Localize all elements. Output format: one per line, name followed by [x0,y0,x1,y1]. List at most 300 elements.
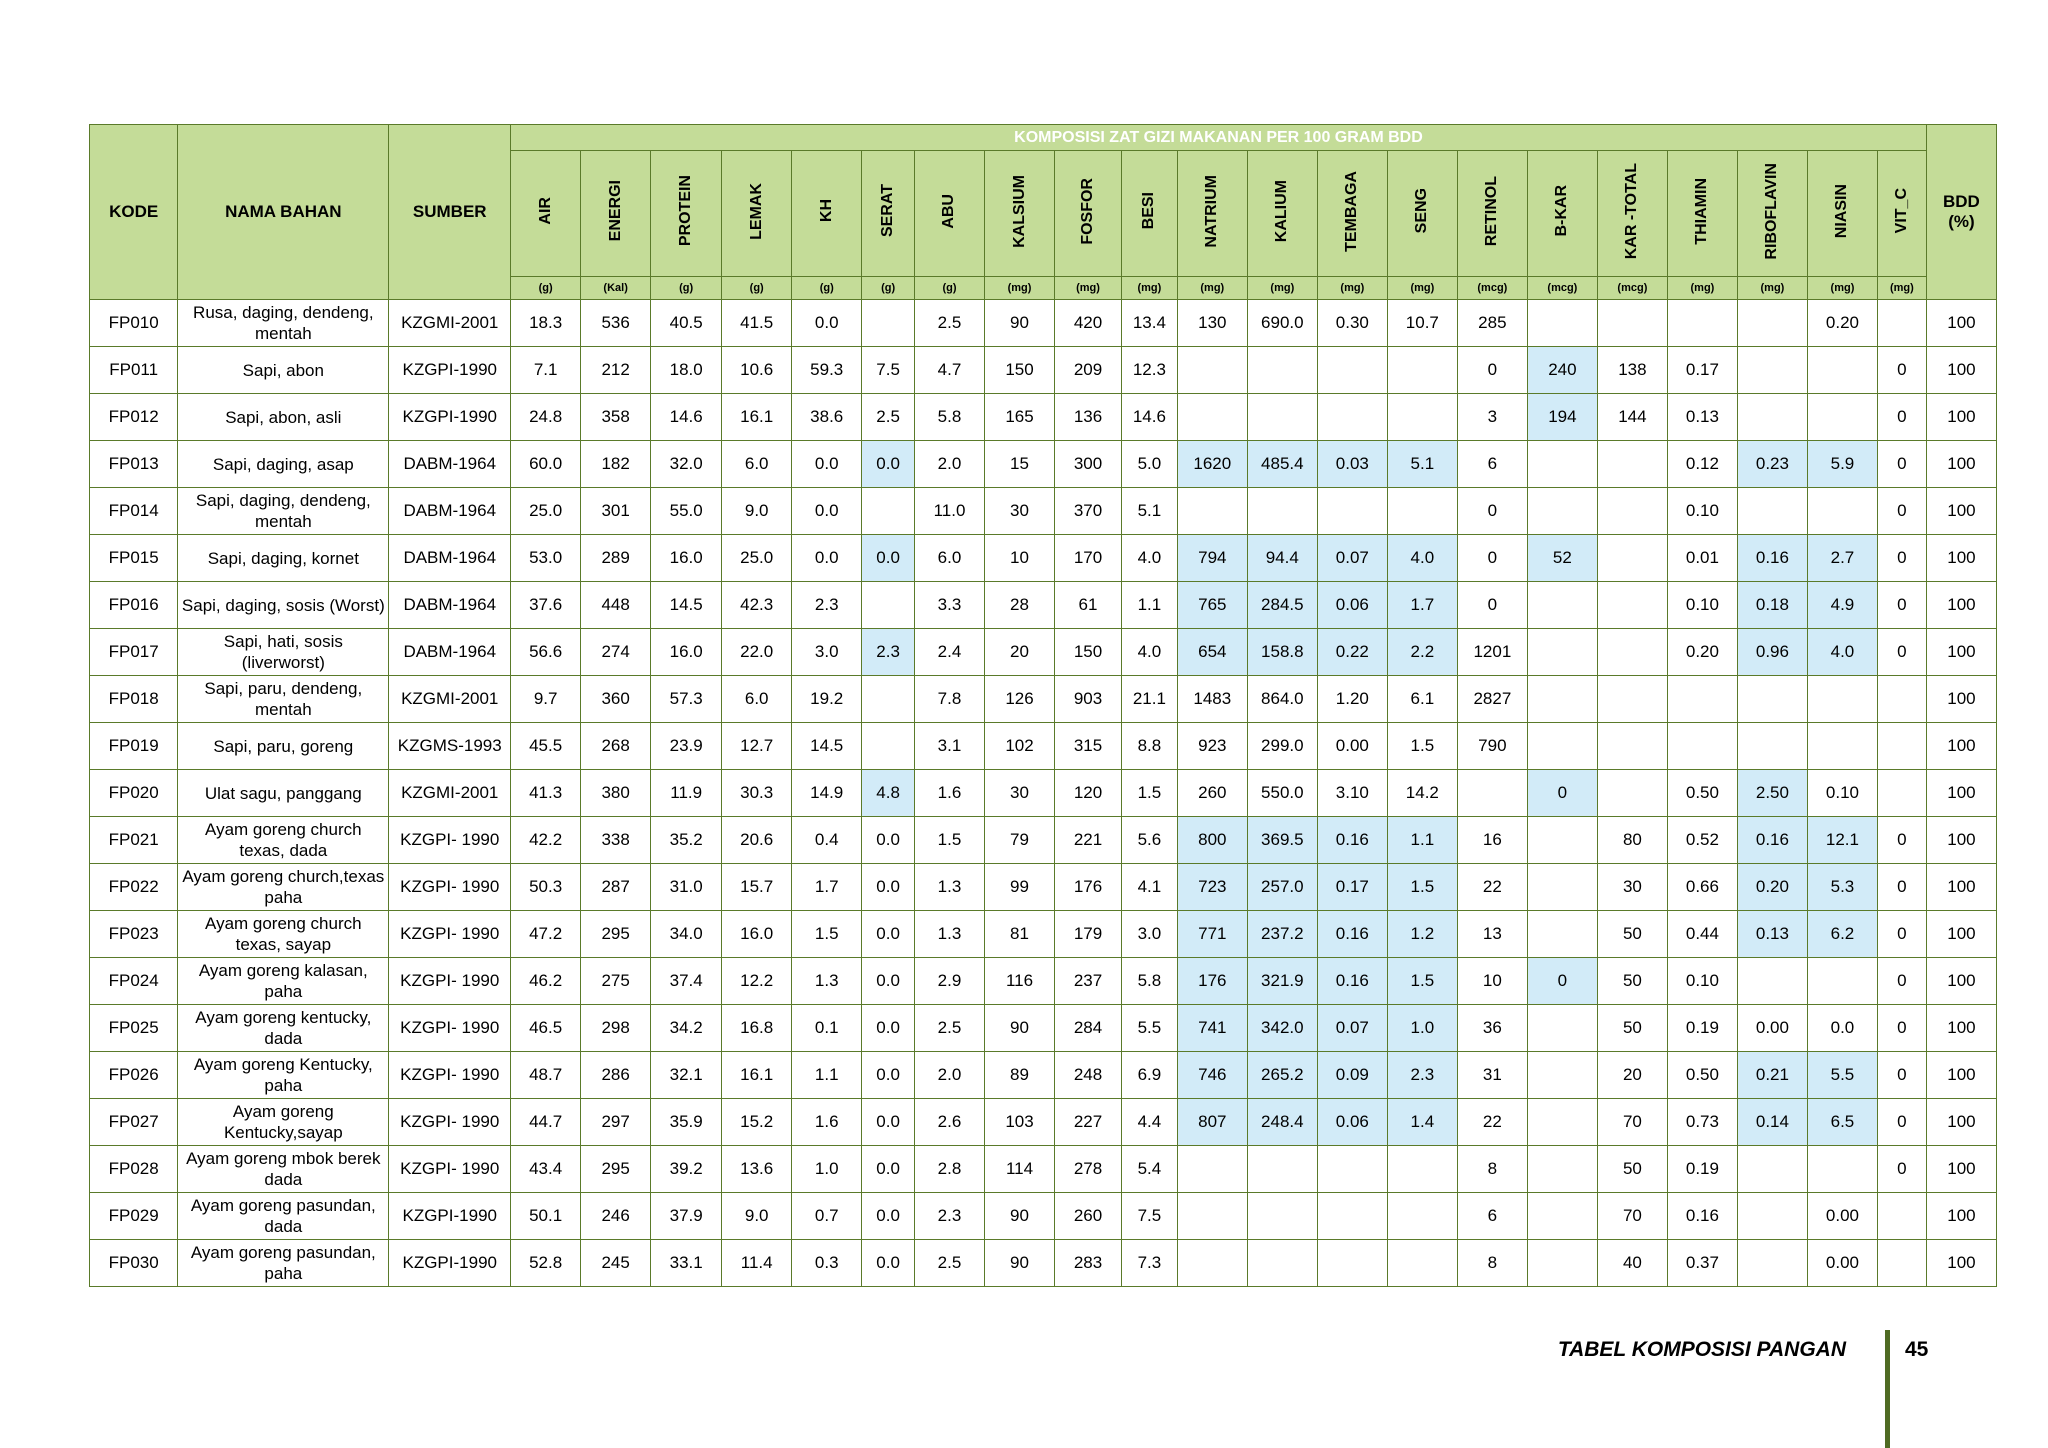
value-cell-kh: 0.0 [792,441,862,488]
nutrient-header [581,151,651,277]
value-cell-niasin: 2.7 [1807,535,1877,582]
value-cell-kar-total: 50 [1597,1146,1667,1193]
value-cell-protein: 37.9 [651,1193,722,1240]
value-cell-niasin: 5.3 [1807,864,1877,911]
value-cell-fosfor: 120 [1055,770,1122,817]
value-cell-kh: 14.9 [792,770,862,817]
value-cell-air: 48.7 [511,1052,581,1099]
value-cell-protein: 34.2 [651,1005,722,1052]
bdd-cell: 100 [1926,629,1996,676]
value-cell-vit-c: 0 [1877,535,1926,582]
value-cell-kar-total [1597,535,1667,582]
value-cell-besi: 5.8 [1121,958,1177,1005]
value-cell-protein: 16.0 [651,535,722,582]
value-cell-air: 56.6 [511,629,581,676]
value-cell-kar-total [1597,300,1667,347]
value-cell-vit-c: 0 [1877,1005,1926,1052]
value-cell-b-kar: 194 [1527,394,1597,441]
nutrient-header [722,151,792,277]
nutrient-unit: (mg) [1667,277,1737,300]
nama-bahan-cell: Sapi, hati, sosis (liverworst) [178,629,389,676]
value-cell-serat [862,582,915,629]
value-cell-natrium [1177,394,1247,441]
value-cell-natrium: 794 [1177,535,1247,582]
nama-bahan-cell: Sapi, paru, dendeng, mentah [178,676,389,723]
value-cell-vit-c [1877,1240,1926,1287]
value-cell-seng: 5.1 [1387,441,1457,488]
value-cell-kalium: 321.9 [1247,958,1317,1005]
nutrient-header-label: SERAT [879,184,897,238]
value-cell-protein: 35.2 [651,817,722,864]
nutrient-header-label: KAR -TOTAL [1623,162,1641,260]
value-cell-fosfor: 136 [1055,394,1122,441]
nutrient-header [1247,151,1317,277]
value-cell-lemak: 13.6 [722,1146,792,1193]
value-cell-lemak: 9.0 [722,488,792,535]
table-row [90,347,1997,394]
bdd-cell: 100 [1926,676,1996,723]
value-cell-seng: 1.5 [1387,864,1457,911]
value-cell-retinol: 790 [1457,723,1527,770]
value-cell-natrium: 176 [1177,958,1247,1005]
value-cell-protein: 23.9 [651,723,722,770]
value-cell-besi: 6.9 [1121,1052,1177,1099]
value-cell-niasin [1807,723,1877,770]
table-row [90,535,1997,582]
table-row [90,1146,1997,1193]
nama-bahan-cell: Ayam goreng church texas, sayap [178,911,389,958]
value-cell-thiamin: 0.01 [1667,535,1737,582]
value-cell-b-kar [1527,1240,1597,1287]
value-cell-energi: 536 [581,300,651,347]
value-cell-serat: 7.5 [862,347,915,394]
value-cell-kh: 14.5 [792,723,862,770]
value-cell-retinol: 6 [1457,441,1527,488]
value-cell-retinol: 0 [1457,347,1527,394]
value-cell-energi: 295 [581,1146,651,1193]
nutrient-header-label: VIT_C [1892,188,1910,234]
value-cell-vit-c: 0 [1877,911,1926,958]
value-cell-natrium: 1620 [1177,441,1247,488]
value-cell-kar-total [1597,770,1667,817]
nutrient-unit: (mcg) [1597,277,1667,300]
value-cell-kh: 0.0 [792,300,862,347]
kode-cell: FP017 [90,629,178,676]
value-cell-riboflavin [1737,394,1807,441]
value-cell-kalsium: 90 [985,1005,1055,1052]
value-cell-protein: 14.6 [651,394,722,441]
kode-cell: FP030 [90,1240,178,1287]
value-cell-seng: 2.3 [1387,1052,1457,1099]
kode-cell: FP025 [90,1005,178,1052]
value-cell-natrium: 130 [1177,300,1247,347]
table-row [90,1005,1997,1052]
nama-bahan-cell: Ayam goreng church,texas paha [178,864,389,911]
value-cell-b-kar: 52 [1527,535,1597,582]
value-cell-kh: 0.3 [792,1240,862,1287]
kode-cell: FP010 [90,300,178,347]
value-cell-abu: 2.5 [914,1005,984,1052]
value-cell-serat: 0.0 [862,1052,915,1099]
value-cell-energi: 380 [581,770,651,817]
value-cell-vit-c [1877,1193,1926,1240]
table-row [90,958,1997,1005]
value-cell-energi: 448 [581,582,651,629]
value-cell-abu: 4.7 [914,347,984,394]
value-cell-b-kar [1527,676,1597,723]
table-row [90,770,1997,817]
value-cell-tembaga: 0.16 [1317,958,1387,1005]
value-cell-serat: 0.0 [862,1099,915,1146]
nutrient-header-label: ABU [940,193,958,229]
value-cell-riboflavin [1737,1240,1807,1287]
value-cell-thiamin: 0.16 [1667,1193,1737,1240]
table-row [90,1193,1997,1240]
nama-bahan-cell: Sapi, abon [178,347,389,394]
sumber-cell: KZGPI- 1990 [389,1099,511,1146]
nama-bahan-cell: Ayam goreng Kentucky, paha [178,1052,389,1099]
value-cell-kar-total [1597,629,1667,676]
value-cell-air: 42.2 [511,817,581,864]
value-cell-retinol: 10 [1457,958,1527,1005]
bdd-cell: 100 [1926,1240,1996,1287]
bdd-cell: 100 [1926,958,1996,1005]
value-cell-energi: 295 [581,911,651,958]
value-cell-riboflavin: 0.16 [1737,535,1807,582]
value-cell-thiamin: 0.10 [1667,488,1737,535]
value-cell-retinol: 16 [1457,817,1527,864]
value-cell-riboflavin: 0.14 [1737,1099,1807,1146]
table-row [90,582,1997,629]
value-cell-air: 53.0 [511,535,581,582]
value-cell-retinol: 0 [1457,535,1527,582]
value-cell-abu: 2.9 [914,958,984,1005]
nutrient-header-label: KH [817,199,835,223]
table-row [90,817,1997,864]
nutrient-header [1317,151,1387,277]
value-cell-natrium: 923 [1177,723,1247,770]
header-nama-bahan: NAMA BAHAN [178,125,389,300]
value-cell-seng: 1.4 [1387,1099,1457,1146]
value-cell-vit-c: 0 [1877,1099,1926,1146]
value-cell-kalium [1247,1240,1317,1287]
value-cell-thiamin: 0.66 [1667,864,1737,911]
value-cell-besi: 13.4 [1121,300,1177,347]
value-cell-fosfor: 315 [1055,723,1122,770]
value-cell-air: 50.1 [511,1193,581,1240]
nama-bahan-cell: Sapi, daging, kornet [178,535,389,582]
value-cell-lemak: 12.2 [722,958,792,1005]
value-cell-kalsium: 165 [985,394,1055,441]
value-cell-protein: 18.0 [651,347,722,394]
value-cell-kalium: 485.4 [1247,441,1317,488]
nutrient-header-label: SENG [1413,188,1431,234]
table-row [90,864,1997,911]
value-cell-kalium: 550.0 [1247,770,1317,817]
value-cell-air: 41.3 [511,770,581,817]
value-cell-seng [1387,1240,1457,1287]
value-cell-air: 46.5 [511,1005,581,1052]
value-cell-besi: 14.6 [1121,394,1177,441]
value-cell-niasin: 5.9 [1807,441,1877,488]
kode-cell: FP015 [90,535,178,582]
nutrient-header-label: BESI [1140,192,1158,230]
value-cell-tembaga [1317,347,1387,394]
value-cell-kalium: 94.4 [1247,535,1317,582]
value-cell-protein: 57.3 [651,676,722,723]
value-cell-niasin: 0.0 [1807,1005,1877,1052]
value-cell-seng: 1.1 [1387,817,1457,864]
value-cell-b-kar [1527,817,1597,864]
sumber-cell: KZGPI-1990 [389,394,511,441]
value-cell-kalsium: 81 [985,911,1055,958]
value-cell-kh: 1.5 [792,911,862,958]
value-cell-kalsium: 150 [985,347,1055,394]
nutrient-header-label: AIR [536,197,554,225]
value-cell-fosfor: 300 [1055,441,1122,488]
value-cell-energi: 275 [581,958,651,1005]
value-cell-kalsium: 90 [985,1193,1055,1240]
value-cell-b-kar: 0 [1527,770,1597,817]
nama-bahan-cell: Ayam goreng pasundan, paha [178,1240,389,1287]
value-cell-vit-c [1877,723,1926,770]
bdd-cell: 100 [1926,1052,1996,1099]
sumber-cell: KZGPI- 1990 [389,1005,511,1052]
nutrient-unit: (mg) [1317,277,1387,300]
value-cell-niasin: 5.5 [1807,1052,1877,1099]
value-cell-abu: 2.5 [914,300,984,347]
value-cell-vit-c: 0 [1877,1052,1926,1099]
nutrient-header-label: FOSFOR [1079,177,1096,245]
value-cell-energi: 358 [581,394,651,441]
value-cell-thiamin: 0.19 [1667,1005,1737,1052]
value-cell-kh: 0.7 [792,1193,862,1240]
value-cell-tembaga [1317,488,1387,535]
value-cell-fosfor: 179 [1055,911,1122,958]
value-cell-fosfor: 237 [1055,958,1122,1005]
value-cell-niasin: 4.0 [1807,629,1877,676]
value-cell-energi: 360 [581,676,651,723]
value-cell-thiamin: 0.19 [1667,1146,1737,1193]
value-cell-abu: 6.0 [914,535,984,582]
bdd-cell: 100 [1926,1146,1996,1193]
sumber-cell: DABM-1964 [389,629,511,676]
value-cell-kar-total: 50 [1597,1005,1667,1052]
value-cell-riboflavin: 0.16 [1737,817,1807,864]
value-cell-air: 44.7 [511,1099,581,1146]
value-cell-tembaga: 0.30 [1317,300,1387,347]
sumber-cell: KZGPI- 1990 [389,958,511,1005]
value-cell-kh: 0.0 [792,535,862,582]
kode-cell: FP029 [90,1193,178,1240]
value-cell-energi: 287 [581,864,651,911]
value-cell-protein: 39.2 [651,1146,722,1193]
value-cell-fosfor: 209 [1055,347,1122,394]
value-cell-b-kar [1527,911,1597,958]
value-cell-serat: 0.0 [862,817,915,864]
value-cell-thiamin: 0.20 [1667,629,1737,676]
value-cell-tembaga [1317,1193,1387,1240]
value-cell-kh: 2.3 [792,582,862,629]
bdd-cell: 100 [1926,394,1996,441]
value-cell-abu: 1.6 [914,770,984,817]
value-cell-kalsium: 89 [985,1052,1055,1099]
value-cell-kalsium: 90 [985,300,1055,347]
value-cell-besi: 5.6 [1121,817,1177,864]
value-cell-niasin [1807,347,1877,394]
value-cell-protein: 11.9 [651,770,722,817]
value-cell-kh: 1.3 [792,958,862,1005]
bdd-cell: 100 [1926,911,1996,958]
nutrient-header [1807,151,1877,277]
nutrient-unit: (g) [792,277,862,300]
nutrient-unit: (mg) [1177,277,1247,300]
sumber-cell: KZGPI- 1990 [389,817,511,864]
bdd-cell: 100 [1926,300,1996,347]
value-cell-kar-total [1597,723,1667,770]
value-cell-protein: 32.1 [651,1052,722,1099]
nutrition-table [89,124,1997,1287]
value-cell-thiamin: 0.17 [1667,347,1737,394]
nutrient-unit: (g) [511,277,581,300]
nama-bahan-cell: Ayam goreng kalasan, paha [178,958,389,1005]
value-cell-kalium: 299.0 [1247,723,1317,770]
value-cell-fosfor: 420 [1055,300,1122,347]
value-cell-seng: 2.2 [1387,629,1457,676]
value-cell-natrium [1177,1193,1247,1240]
value-cell-riboflavin [1737,488,1807,535]
value-cell-serat: 4.8 [862,770,915,817]
bdd-cell: 100 [1926,770,1996,817]
value-cell-energi: 338 [581,817,651,864]
value-cell-protein: 35.9 [651,1099,722,1146]
value-cell-kh: 3.0 [792,629,862,676]
value-cell-vit-c: 0 [1877,629,1926,676]
value-cell-kalium [1247,347,1317,394]
value-cell-besi: 7.5 [1121,1193,1177,1240]
table-row [90,394,1997,441]
value-cell-serat: 0.0 [862,911,915,958]
value-cell-lemak: 11.4 [722,1240,792,1287]
value-cell-kalsium: 90 [985,1240,1055,1287]
value-cell-kalsium: 114 [985,1146,1055,1193]
value-cell-kalium: 158.8 [1247,629,1317,676]
nama-bahan-cell: Sapi, daging, asap [178,441,389,488]
nama-bahan-cell: Rusa, daging, dendeng, mentah [178,300,389,347]
nutrient-header [985,151,1055,277]
value-cell-energi: 212 [581,347,651,394]
value-cell-seng: 1.2 [1387,911,1457,958]
value-cell-serat: 0.0 [862,441,915,488]
value-cell-tembaga [1317,1146,1387,1193]
table-row [90,488,1997,535]
value-cell-seng [1387,394,1457,441]
nutrient-unit: (mg) [1387,277,1457,300]
value-cell-natrium [1177,347,1247,394]
bdd-cell: 100 [1926,582,1996,629]
value-cell-natrium: 260 [1177,770,1247,817]
value-cell-kar-total: 80 [1597,817,1667,864]
value-cell-kh: 38.6 [792,394,862,441]
value-cell-kalium: 237.2 [1247,911,1317,958]
value-cell-b-kar: 240 [1527,347,1597,394]
value-cell-seng [1387,347,1457,394]
nutrient-header-label: B-KAR [1553,185,1571,237]
value-cell-thiamin [1667,300,1737,347]
value-cell-kar-total: 20 [1597,1052,1667,1099]
value-cell-lemak: 16.0 [722,911,792,958]
value-cell-abu: 1.3 [914,911,984,958]
value-cell-natrium: 765 [1177,582,1247,629]
value-cell-retinol: 36 [1457,1005,1527,1052]
value-cell-retinol: 2827 [1457,676,1527,723]
nutrient-header-label: LEMAK [747,182,765,240]
nutrient-unit: (mg) [1055,277,1122,300]
value-cell-kalsium: 126 [985,676,1055,723]
value-cell-tembaga: 1.20 [1317,676,1387,723]
kode-cell: FP018 [90,676,178,723]
value-cell-besi: 3.0 [1121,911,1177,958]
nutrient-unit: (mg) [1877,277,1926,300]
nutrient-unit: (g) [914,277,984,300]
value-cell-natrium [1177,1240,1247,1287]
value-cell-natrium [1177,488,1247,535]
value-cell-lemak: 16.1 [722,394,792,441]
value-cell-kalsium: 15 [985,441,1055,488]
value-cell-besi: 1.1 [1121,582,1177,629]
value-cell-air: 9.7 [511,676,581,723]
nutrient-header-label: ENERGI [606,180,624,242]
value-cell-besi: 5.0 [1121,441,1177,488]
value-cell-kalium: 342.0 [1247,1005,1317,1052]
value-cell-natrium: 771 [1177,911,1247,958]
value-cell-kar-total: 30 [1597,864,1667,911]
value-cell-lemak: 10.6 [722,347,792,394]
nutrient-unit: (mcg) [1457,277,1527,300]
nutrient-header-label: RIBOFLAVIN [1763,162,1781,260]
value-cell-serat: 2.5 [862,394,915,441]
value-cell-protein: 16.0 [651,629,722,676]
value-cell-fosfor: 150 [1055,629,1122,676]
value-cell-fosfor: 176 [1055,864,1122,911]
value-cell-energi: 297 [581,1099,651,1146]
value-cell-tembaga: 0.07 [1317,535,1387,582]
value-cell-b-kar [1527,629,1597,676]
value-cell-natrium: 800 [1177,817,1247,864]
value-cell-b-kar [1527,1052,1597,1099]
kode-cell: FP024 [90,958,178,1005]
value-cell-abu: 2.8 [914,1146,984,1193]
value-cell-kar-total: 50 [1597,911,1667,958]
value-cell-kar-total [1597,676,1667,723]
value-cell-natrium: 807 [1177,1099,1247,1146]
sumber-cell: KZGMI-2001 [389,676,511,723]
value-cell-air: 60.0 [511,441,581,488]
table-row [90,441,1997,488]
nutrient-unit: (Kal) [581,277,651,300]
value-cell-serat: 0.0 [862,958,915,1005]
sumber-cell: DABM-1964 [389,535,511,582]
value-cell-b-kar [1527,441,1597,488]
value-cell-kalsium: 30 [985,770,1055,817]
value-cell-b-kar [1527,864,1597,911]
value-cell-b-kar [1527,1146,1597,1193]
value-cell-kar-total: 70 [1597,1099,1667,1146]
value-cell-seng: 1.5 [1387,958,1457,1005]
value-cell-kalsium: 102 [985,723,1055,770]
value-cell-niasin [1807,1146,1877,1193]
value-cell-thiamin: 0.12 [1667,441,1737,488]
